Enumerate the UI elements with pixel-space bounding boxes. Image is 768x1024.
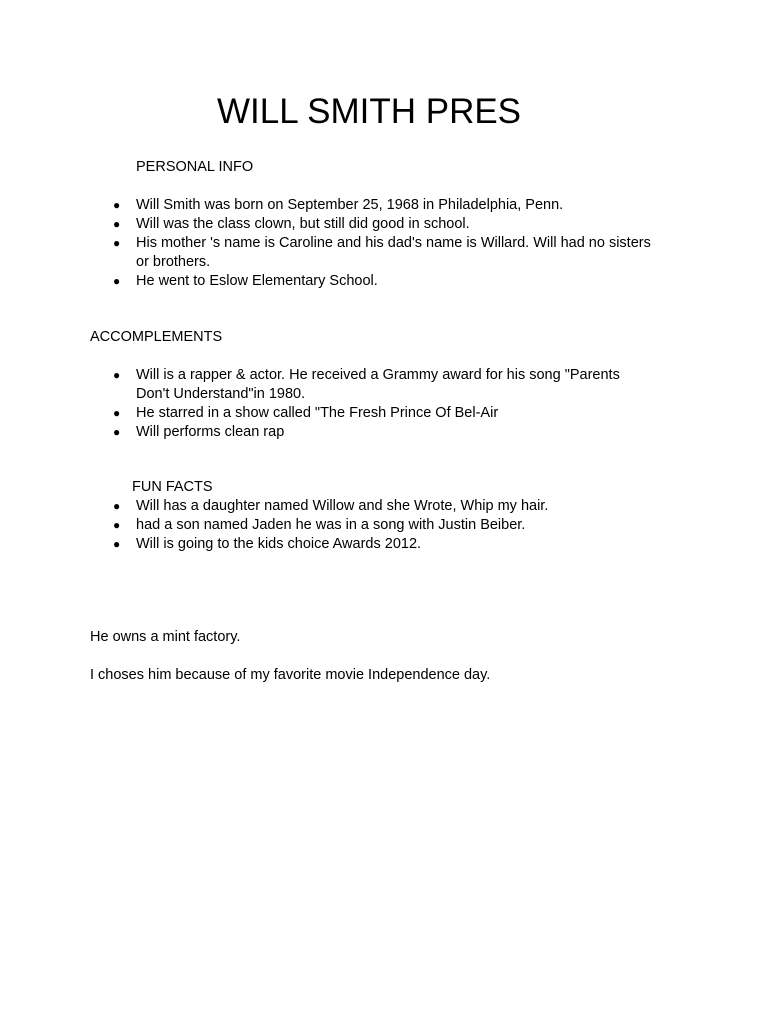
paragraph-mint-factory: He owns a mint factory. xyxy=(90,629,241,645)
list-item: ● He starred in a show called "The Fresh Prince Of Bel-Air xyxy=(113,405,499,421)
section-heading-accomplements: ACCOMPLEMENTS xyxy=(90,329,223,345)
personal-info-list xyxy=(0,196,768,291)
list-item: ● Will performs clean rap xyxy=(113,424,285,440)
section-heading-fun-facts: FUN FACTS xyxy=(132,479,213,495)
list-item: ● Will has a daughter named Willow and she Wrote, Whip my hair. xyxy=(113,498,549,514)
list-item: ● His mother 's name is Caroline and his dad's name is Willard. Will had no sisters or brothers. xyxy=(113,235,651,270)
list-item: ● Will was the class clown, but still did good in school. xyxy=(113,216,470,232)
accomplements-list xyxy=(0,366,768,442)
list-item: ● Will is a rapper & actor. He received a Grammy award for his song "Parents Don't Understand"in 1980. xyxy=(113,367,620,402)
list-item: ● Will Smith was born on September 25, 1968 in Philadelphia, Penn. xyxy=(113,197,564,213)
bullet-icon: ● xyxy=(113,217,121,231)
bullet-icon: ● xyxy=(113,406,121,420)
list-item: ● Will is going to the kids choice Awards 2012. xyxy=(113,536,422,552)
bullet-icon: ● xyxy=(113,537,121,551)
document-title: WILL SMITH PRES xyxy=(217,92,522,131)
bullet-icon: ● xyxy=(113,499,121,513)
list-item: ● had a son named Jaden he was in a song with Justin Beiber. xyxy=(113,517,526,533)
bullet-icon: ● xyxy=(113,198,121,212)
bullet-icon: ● xyxy=(113,518,121,532)
section-heading-personal-info: PERSONAL INFO xyxy=(136,159,254,175)
bullet-icon: ● xyxy=(113,274,121,288)
bullet-icon: ● xyxy=(113,368,121,382)
bullet-icon: ● xyxy=(113,236,121,250)
fun-facts-list xyxy=(0,497,768,554)
paragraph-reason: I choses him because of my favorite movie Independence day. xyxy=(90,667,491,683)
bullet-icon: ● xyxy=(113,425,121,439)
list-item: ● He went to Eslow Elementary School. xyxy=(113,273,378,289)
